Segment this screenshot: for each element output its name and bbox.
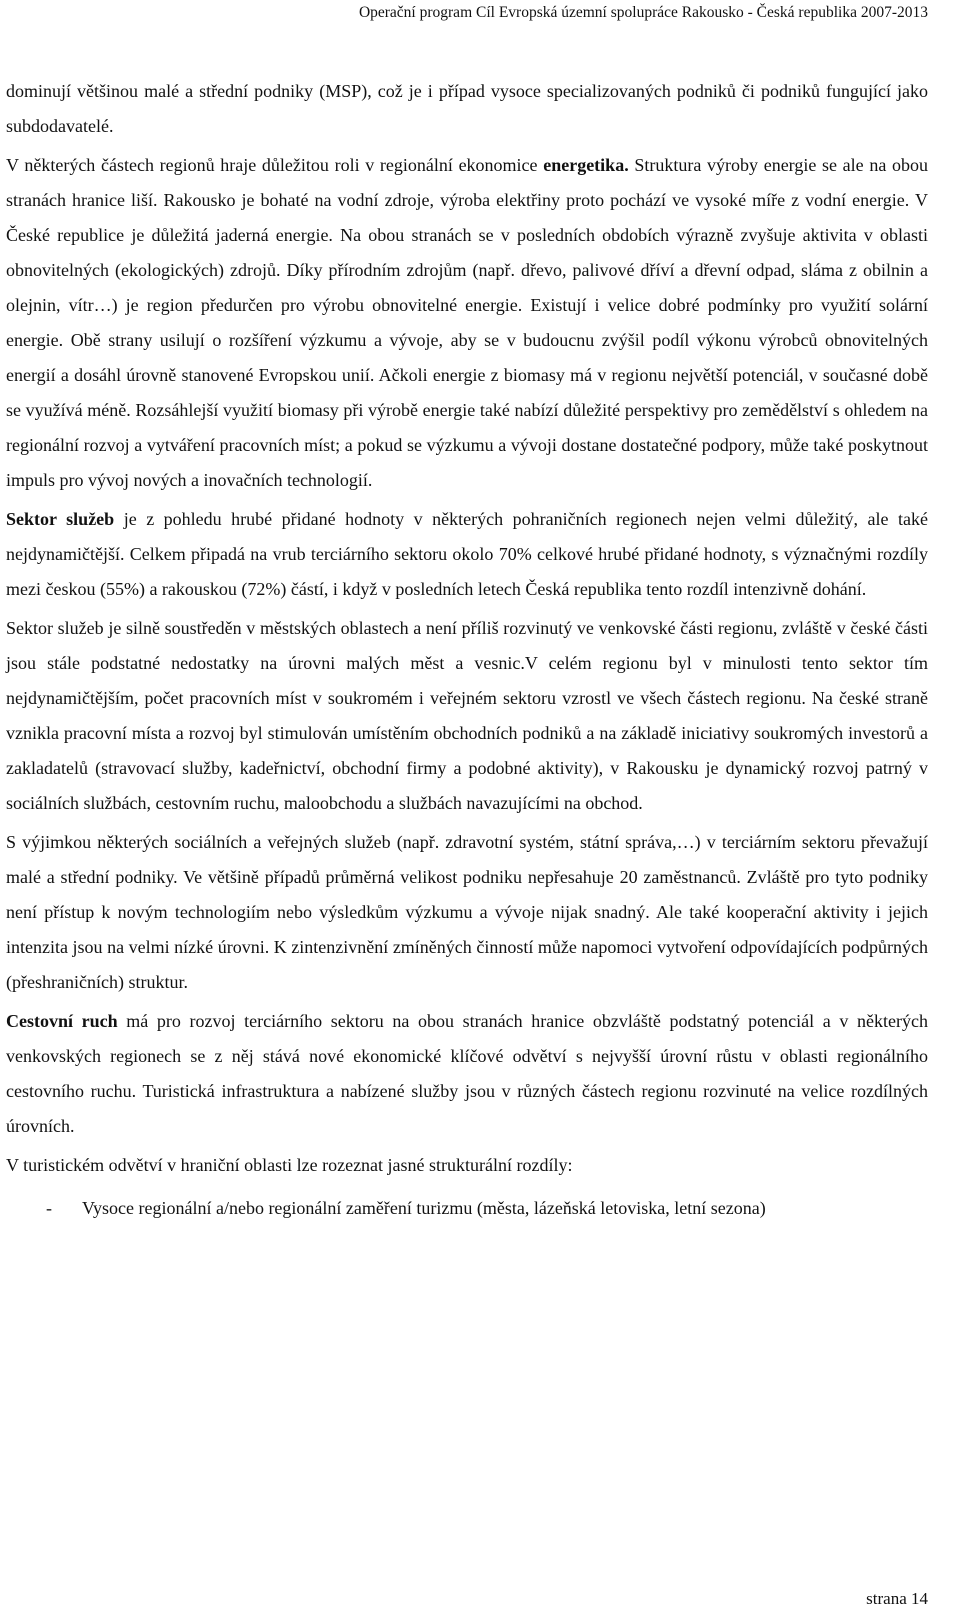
paragraph-text: má pro rozvoj terciárního sektoru na obou stranách hranice obzvláště podstatný potenciál a v některých venkovských regionech se z něj stává nové ekonomické klíčové odvětví s nejvyšší úrovní růstu v oblasti regionálního cestovního ruchu. Turistická infrastruktura a nabízené služby jsou v různých částech regionu rozvinuté na velice rozdílných úrovních. bbox=[6, 1011, 928, 1136]
running-header: Operační program Cíl Evropská územní spolupráce Rakousko - Česká republika 2007-2013 bbox=[358, 4, 928, 21]
paragraph-list bbox=[6, 74, 928, 1183]
paragraph-text: V některých částech regionů hraje důležitou roli v regionální ekonomice bbox=[6, 155, 544, 175]
paragraph-text: S výjimkou některých sociálních a veřejných služeb (např. zdravotní systém, státní správa,…) v terciárním sektoru převažují malé a střední podniky. Ve většině případů průměrná velikost podniku nepřesahuje 20 zaměstnanců. Zvláště pro tyto podniky není přístup k novým technologiím nebo výsledkům výzkumu a vývoje nijak snadný. Ale také kooperační aktivity i jejich intenzita jsou na velmi nízké úrovni. K zintenzivnění zmíněných činností může napomoci vytvoření odpovídajících podpůrných (přeshraničních) struktur. bbox=[6, 832, 928, 992]
body-paragraph bbox=[6, 502, 928, 607]
document-body bbox=[6, 74, 928, 1226]
paragraph-text: dominují většinou malé a střední podniky (MSP), což je i případ vysoce specializovaných podniků či podniků fungující jako subdodavatelé. bbox=[6, 81, 928, 136]
paragraph-text: Sektor služeb je silně soustředěn v městských oblastech a není příliš rozvinutý ve venkovské části regionu, zvláště v české části jsou stále podstatné nedostatky na úrovni malých měst a vesnic.V celém regionu byl v minulosti tento sektor tím nejdynamičtějším, počet pracovních míst v soukromém i veřejném sektoru vzrostl ve všech částech regionu. Na české straně vznikla pracovní místa a rozvoj byl stimulován umístěním obchodních podniků a na základě iniciativy soukromých investorů a zakladatelů (stravovací služby, kadeřnictví, obchodní firmy a podobné aktivity), v Rakousku je dynamický rozvoj patrný v sociálních službách, cestovním ruchu, maloobchodu a službách navazujícími na obchod. bbox=[6, 618, 928, 813]
body-paragraph bbox=[6, 611, 928, 821]
body-paragraph bbox=[6, 825, 928, 1000]
body-paragraph bbox=[6, 148, 928, 498]
bold-term: Sektor služeb bbox=[6, 509, 115, 529]
list-item bbox=[6, 1191, 928, 1226]
bold-term: Cestovní ruch bbox=[6, 1011, 118, 1031]
bullet-list bbox=[6, 1191, 928, 1226]
paragraph-text: je z pohledu hrubé přidané hodnoty v některých pohraničních regionech nejen velmi důležitý, ale také nejdynamičtější. Celkem připadá na vrub terciárního sektoru okolo 70% celkové hrubé přidané hodnoty, s význačnými rozdíly mezi českou (55%) a rakouskou (72%) částí, i když v posledních letech Česká republika tento rozdíl intenzivně dohání. bbox=[6, 509, 928, 599]
body-paragraph bbox=[6, 1004, 928, 1144]
paragraph-text: Struktura výroby energie se ale na obou stranách hranice liší. Rakousko je bohaté na vodní zdroje, výroba elektřiny proto pochází ve vysoké míře z vodní energie. V České republice je důležitá jaderná energie. Na obou stranách se v posledních obdobích výrazně zvyšuje aktivita v oblasti obnovitelných (ekologických) zdrojů. Díky přírodním zdrojům (např. dřevo, palivové dříví a dřevní odpad, sláma z obilnin a olejnin, vítr…) je region předurčen pro výrobu obnovitelné energie. Existují i velice dobré podmínky pro využití solární energie. Obě strany usilují o rozšíření výzkumu a vývoje, aby se v budoucnu zvýšil podíl výkonu výrobců obnovitelných energií a dosáhl úrovně stanovené Evropskou unií. Ačkoli energie z biomasy má v regionu největší potenciál, v současné době se využívá méně. Rozsáhlejší využití biomasy při výrobě energie také nabízí důležité perspektivy pro zemědělství s ohledem na regionální rozvoj a vytváření pracovních míst; a pokud se výzkumu a vývoji dostane dostatečné podpory, může také poskytnout impuls pro vývoj nových a inovačních technologií. bbox=[6, 155, 928, 490]
body-paragraph bbox=[6, 74, 928, 144]
list-bullet: - bbox=[46, 1198, 52, 1218]
page-number: strana 14 bbox=[866, 1589, 928, 1608]
paragraph-text: V turistickém odvětví v hraniční oblasti lze rozeznat jasné strukturální rozdíly: bbox=[6, 1155, 573, 1175]
bold-term: energetika. bbox=[543, 155, 629, 175]
list-item-text: Vysoce regionální a/nebo regionální zaměření turizmu (města, lázeňská letoviska, letní sezona) bbox=[82, 1198, 766, 1218]
body-paragraph bbox=[6, 1148, 928, 1183]
